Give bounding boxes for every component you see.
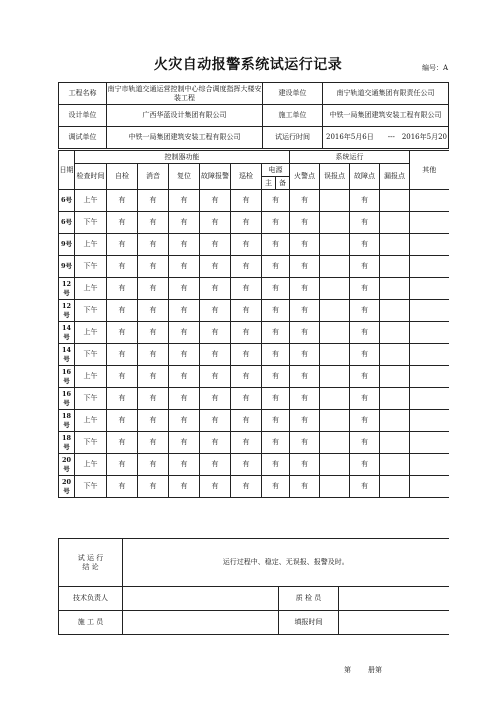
header-controller-group: 控制器功能 bbox=[75, 151, 290, 164]
row-other bbox=[410, 190, 449, 212]
book-label: 册第 bbox=[368, 666, 382, 674]
row-time: 上午 bbox=[75, 234, 107, 256]
row-fire-point: 有 bbox=[290, 190, 320, 212]
table-row bbox=[59, 234, 449, 256]
row-power: 有 bbox=[262, 234, 290, 256]
table-row bbox=[59, 322, 449, 344]
row-time: 下午 bbox=[75, 256, 107, 278]
row-date: 20号 bbox=[59, 476, 75, 498]
row-false-point bbox=[320, 476, 350, 498]
row-false-point bbox=[320, 300, 350, 322]
row-fault-point: 有 bbox=[350, 300, 380, 322]
record-table bbox=[58, 150, 449, 498]
row-cell: 有 bbox=[200, 256, 231, 278]
row-cell: 有 bbox=[138, 300, 169, 322]
row-cell: 有 bbox=[200, 454, 231, 476]
worker-value bbox=[123, 611, 279, 635]
row-cell: 有 bbox=[200, 432, 231, 454]
row-cell: 有 bbox=[107, 476, 138, 498]
row-false-point bbox=[320, 234, 350, 256]
header-power-backup: 备 bbox=[276, 177, 290, 190]
row-date: 9号 bbox=[59, 234, 75, 256]
row-other bbox=[410, 256, 449, 278]
row-cell: 有 bbox=[231, 366, 262, 388]
row-cell: 有 bbox=[107, 344, 138, 366]
header-system-group: 系统运行 bbox=[290, 151, 410, 164]
fill-time-label: 填报时间 bbox=[279, 611, 339, 635]
row-time: 上午 bbox=[75, 322, 107, 344]
row-other bbox=[410, 344, 449, 366]
row-power: 有 bbox=[262, 322, 290, 344]
table-row bbox=[59, 278, 449, 300]
row-power: 有 bbox=[262, 300, 290, 322]
header-check-time: 检查时间 bbox=[75, 164, 107, 190]
row-cell: 有 bbox=[169, 454, 200, 476]
row-other bbox=[410, 234, 449, 256]
row-cell: 有 bbox=[107, 278, 138, 300]
project-value: 南宁市轨道交通运营控制中心综合调度指挥大楼安装工程 bbox=[107, 83, 263, 105]
row-time: 下午 bbox=[75, 388, 107, 410]
row-false-point bbox=[320, 256, 350, 278]
row-cell: 有 bbox=[231, 476, 262, 498]
row-cell: 有 bbox=[138, 212, 169, 234]
row-other bbox=[410, 454, 449, 476]
row-fire-point: 有 bbox=[290, 388, 320, 410]
row-missed-point bbox=[380, 256, 410, 278]
row-false-point bbox=[320, 212, 350, 234]
row-fire-point: 有 bbox=[290, 476, 320, 498]
row-cell: 有 bbox=[200, 476, 231, 498]
row-false-point bbox=[320, 454, 350, 476]
row-cell: 有 bbox=[107, 300, 138, 322]
row-date: 20号 bbox=[59, 454, 75, 476]
row-power: 有 bbox=[262, 256, 290, 278]
row-date: 14号 bbox=[59, 322, 75, 344]
row-fault-point: 有 bbox=[350, 432, 380, 454]
fill-time-value bbox=[339, 611, 449, 635]
row-cell: 有 bbox=[138, 410, 169, 432]
row-false-point bbox=[320, 388, 350, 410]
row-cell: 有 bbox=[169, 410, 200, 432]
row-time: 下午 bbox=[75, 300, 107, 322]
row-other bbox=[410, 476, 449, 498]
row-other bbox=[410, 212, 449, 234]
row-time: 上午 bbox=[75, 278, 107, 300]
row-cell: 有 bbox=[107, 410, 138, 432]
row-time: 下午 bbox=[75, 432, 107, 454]
row-missed-point bbox=[380, 234, 410, 256]
row-cell: 有 bbox=[138, 234, 169, 256]
table-row bbox=[59, 256, 449, 278]
header-other: 其他 bbox=[410, 151, 449, 190]
row-missed-point bbox=[380, 388, 410, 410]
row-fault-point: 有 bbox=[350, 366, 380, 388]
row-cell: 有 bbox=[231, 322, 262, 344]
row-time: 上午 bbox=[75, 410, 107, 432]
row-cell: 有 bbox=[107, 366, 138, 388]
row-cell: 有 bbox=[200, 300, 231, 322]
header-power-main: 主 bbox=[262, 177, 276, 190]
row-false-point bbox=[320, 322, 350, 344]
builder-value: 南宁轨道交通集团有限责任公司 bbox=[323, 83, 449, 105]
row-other bbox=[410, 322, 449, 344]
row-cell: 有 bbox=[231, 256, 262, 278]
row-missed-point bbox=[380, 322, 410, 344]
time-label: 试运行时间 bbox=[263, 127, 323, 149]
debug-label: 调试单位 bbox=[59, 127, 107, 149]
row-cell: 有 bbox=[138, 256, 169, 278]
row-cell: 有 bbox=[169, 278, 200, 300]
header-fire-point: 火警点 bbox=[290, 164, 320, 190]
row-cell: 有 bbox=[231, 190, 262, 212]
table-row bbox=[59, 190, 449, 212]
row-cell: 有 bbox=[107, 388, 138, 410]
row-cell: 有 bbox=[138, 322, 169, 344]
page-title: 火灾自动报警系统试运行记录 bbox=[153, 57, 343, 73]
row-fire-point: 有 bbox=[290, 278, 320, 300]
row-fire-point: 有 bbox=[290, 410, 320, 432]
tech-lead-value bbox=[123, 587, 279, 611]
row-cell: 有 bbox=[138, 476, 169, 498]
row-cell: 有 bbox=[107, 212, 138, 234]
row-fire-point: 有 bbox=[290, 300, 320, 322]
row-power: 有 bbox=[262, 278, 290, 300]
row-date: 18号 bbox=[59, 410, 75, 432]
row-power: 有 bbox=[262, 344, 290, 366]
row-missed-point bbox=[380, 410, 410, 432]
row-missed-point bbox=[380, 454, 410, 476]
row-fault-point: 有 bbox=[350, 476, 380, 498]
header-reset: 复位 bbox=[169, 164, 200, 190]
doc-number: 编号：A bbox=[422, 64, 449, 72]
row-missed-point bbox=[380, 300, 410, 322]
time-value: 2016年5月6日 --- 2016年5月20 bbox=[323, 127, 449, 149]
page-label: 第 bbox=[344, 666, 351, 674]
row-fire-point: 有 bbox=[290, 234, 320, 256]
row-fire-point: 有 bbox=[290, 212, 320, 234]
table-row bbox=[59, 212, 449, 234]
row-cell: 有 bbox=[138, 344, 169, 366]
row-cell: 有 bbox=[231, 432, 262, 454]
table-row bbox=[59, 344, 449, 366]
row-date: 12号 bbox=[59, 278, 75, 300]
row-fire-point: 有 bbox=[290, 256, 320, 278]
row-cell: 有 bbox=[231, 388, 262, 410]
row-fault-point: 有 bbox=[350, 234, 380, 256]
header-date: 日期 bbox=[59, 151, 75, 190]
project-label: 工程名称 bbox=[59, 83, 107, 105]
row-cell: 有 bbox=[200, 344, 231, 366]
design-label: 设计单位 bbox=[59, 105, 107, 127]
row-cell: 有 bbox=[138, 454, 169, 476]
header-fault-alarm: 故障报警 bbox=[200, 164, 231, 190]
info-table bbox=[58, 82, 449, 149]
row-fire-point: 有 bbox=[290, 344, 320, 366]
row-cell: 有 bbox=[138, 190, 169, 212]
row-power: 有 bbox=[262, 432, 290, 454]
row-fault-point: 有 bbox=[350, 454, 380, 476]
row-other bbox=[410, 366, 449, 388]
row-time: 下午 bbox=[75, 212, 107, 234]
row-false-point bbox=[320, 344, 350, 366]
row-missed-point bbox=[380, 432, 410, 454]
row-cell: 有 bbox=[200, 388, 231, 410]
table-row bbox=[59, 366, 449, 388]
row-other bbox=[410, 278, 449, 300]
row-cell: 有 bbox=[169, 432, 200, 454]
row-time: 上午 bbox=[75, 366, 107, 388]
row-cell: 有 bbox=[107, 454, 138, 476]
row-date: 16号 bbox=[59, 366, 75, 388]
row-fault-point: 有 bbox=[350, 212, 380, 234]
row-time: 上午 bbox=[75, 454, 107, 476]
row-cell: 有 bbox=[169, 300, 200, 322]
row-power: 有 bbox=[262, 410, 290, 432]
conclusion-text: 运行过程中、稳定、无误报、报警及时。 bbox=[123, 539, 449, 587]
row-power: 有 bbox=[262, 190, 290, 212]
header-mute: 消音 bbox=[138, 164, 169, 190]
qc-label: 质 检 员 bbox=[279, 587, 339, 611]
row-date: 14号 bbox=[59, 344, 75, 366]
row-cell: 有 bbox=[200, 234, 231, 256]
row-date: 6号 bbox=[59, 190, 75, 212]
qc-value bbox=[339, 587, 449, 611]
row-false-point bbox=[320, 410, 350, 432]
row-fault-point: 有 bbox=[350, 322, 380, 344]
row-cell: 有 bbox=[231, 344, 262, 366]
header-power: 电源 bbox=[262, 164, 290, 177]
row-cell: 有 bbox=[231, 454, 262, 476]
row-cell: 有 bbox=[169, 234, 200, 256]
row-power: 有 bbox=[262, 476, 290, 498]
conclusion-label: 试 运 行 结 论 bbox=[59, 539, 123, 587]
row-missed-point bbox=[380, 190, 410, 212]
row-cell: 有 bbox=[107, 322, 138, 344]
row-cell: 有 bbox=[169, 476, 200, 498]
row-cell: 有 bbox=[200, 410, 231, 432]
row-cell: 有 bbox=[200, 322, 231, 344]
row-cell: 有 bbox=[138, 278, 169, 300]
row-false-point bbox=[320, 366, 350, 388]
row-cell: 有 bbox=[200, 366, 231, 388]
row-cell: 有 bbox=[169, 256, 200, 278]
design-value: 广西华蓝设计集团有限公司 bbox=[107, 105, 263, 127]
row-time: 下午 bbox=[75, 476, 107, 498]
row-date: 18号 bbox=[59, 432, 75, 454]
row-cell: 有 bbox=[169, 190, 200, 212]
row-fire-point: 有 bbox=[290, 454, 320, 476]
table-row bbox=[59, 476, 449, 498]
row-cell: 有 bbox=[231, 278, 262, 300]
worker-label: 施 工 员 bbox=[59, 611, 123, 635]
row-fault-point: 有 bbox=[350, 388, 380, 410]
row-power: 有 bbox=[262, 212, 290, 234]
row-false-point bbox=[320, 190, 350, 212]
row-fault-point: 有 bbox=[350, 344, 380, 366]
row-fault-point: 有 bbox=[350, 410, 380, 432]
row-fire-point: 有 bbox=[290, 366, 320, 388]
row-cell: 有 bbox=[169, 322, 200, 344]
table-row bbox=[59, 454, 449, 476]
row-missed-point bbox=[380, 366, 410, 388]
table-row bbox=[59, 410, 449, 432]
row-time: 下午 bbox=[75, 344, 107, 366]
row-missed-point bbox=[380, 344, 410, 366]
header-patrol: 巡检 bbox=[231, 164, 262, 190]
table-row bbox=[59, 432, 449, 454]
row-cell: 有 bbox=[169, 388, 200, 410]
row-cell: 有 bbox=[169, 366, 200, 388]
row-fault-point: 有 bbox=[350, 278, 380, 300]
row-fault-point: 有 bbox=[350, 256, 380, 278]
row-cell: 有 bbox=[169, 344, 200, 366]
row-other bbox=[410, 432, 449, 454]
row-cell: 有 bbox=[169, 212, 200, 234]
construct-value: 中铁一局集团建筑安装工程有限公司 bbox=[323, 105, 449, 127]
row-cell: 有 bbox=[200, 190, 231, 212]
row-date: 16号 bbox=[59, 388, 75, 410]
row-cell: 有 bbox=[107, 432, 138, 454]
row-date: 12号 bbox=[59, 300, 75, 322]
row-cell: 有 bbox=[107, 190, 138, 212]
row-cell: 有 bbox=[107, 234, 138, 256]
row-cell: 有 bbox=[231, 212, 262, 234]
header-missed-point: 漏报点 bbox=[380, 164, 410, 190]
header-self-check: 自检 bbox=[107, 164, 138, 190]
construct-label: 施工单位 bbox=[263, 105, 323, 127]
table-row bbox=[59, 388, 449, 410]
row-cell: 有 bbox=[138, 388, 169, 410]
row-other bbox=[410, 388, 449, 410]
row-time: 上午 bbox=[75, 190, 107, 212]
row-false-point bbox=[320, 278, 350, 300]
row-cell: 有 bbox=[138, 432, 169, 454]
row-cell: 有 bbox=[231, 234, 262, 256]
table-row bbox=[59, 300, 449, 322]
row-fire-point: 有 bbox=[290, 432, 320, 454]
tech-lead-label: 技术负责人 bbox=[59, 587, 123, 611]
row-power: 有 bbox=[262, 388, 290, 410]
row-other bbox=[410, 410, 449, 432]
row-false-point bbox=[320, 432, 350, 454]
row-missed-point bbox=[380, 278, 410, 300]
row-cell: 有 bbox=[200, 212, 231, 234]
debug-value: 中铁一局集团建筑安装工程有限公司 bbox=[107, 127, 263, 149]
row-fault-point: 有 bbox=[350, 190, 380, 212]
row-cell: 有 bbox=[231, 410, 262, 432]
row-fire-point: 有 bbox=[290, 322, 320, 344]
footer-table bbox=[58, 538, 449, 635]
header-false-point: 误报点 bbox=[320, 164, 350, 190]
header-fault-point: 故障点 bbox=[350, 164, 380, 190]
row-cell: 有 bbox=[200, 278, 231, 300]
row-cell: 有 bbox=[231, 300, 262, 322]
row-missed-point bbox=[380, 212, 410, 234]
row-missed-point bbox=[380, 476, 410, 498]
row-other bbox=[410, 300, 449, 322]
row-cell: 有 bbox=[107, 256, 138, 278]
builder-label: 建设单位 bbox=[263, 83, 323, 105]
row-cell: 有 bbox=[138, 366, 169, 388]
row-power: 有 bbox=[262, 366, 290, 388]
row-date: 6号 bbox=[59, 212, 75, 234]
row-power: 有 bbox=[262, 454, 290, 476]
row-date: 9号 bbox=[59, 256, 75, 278]
